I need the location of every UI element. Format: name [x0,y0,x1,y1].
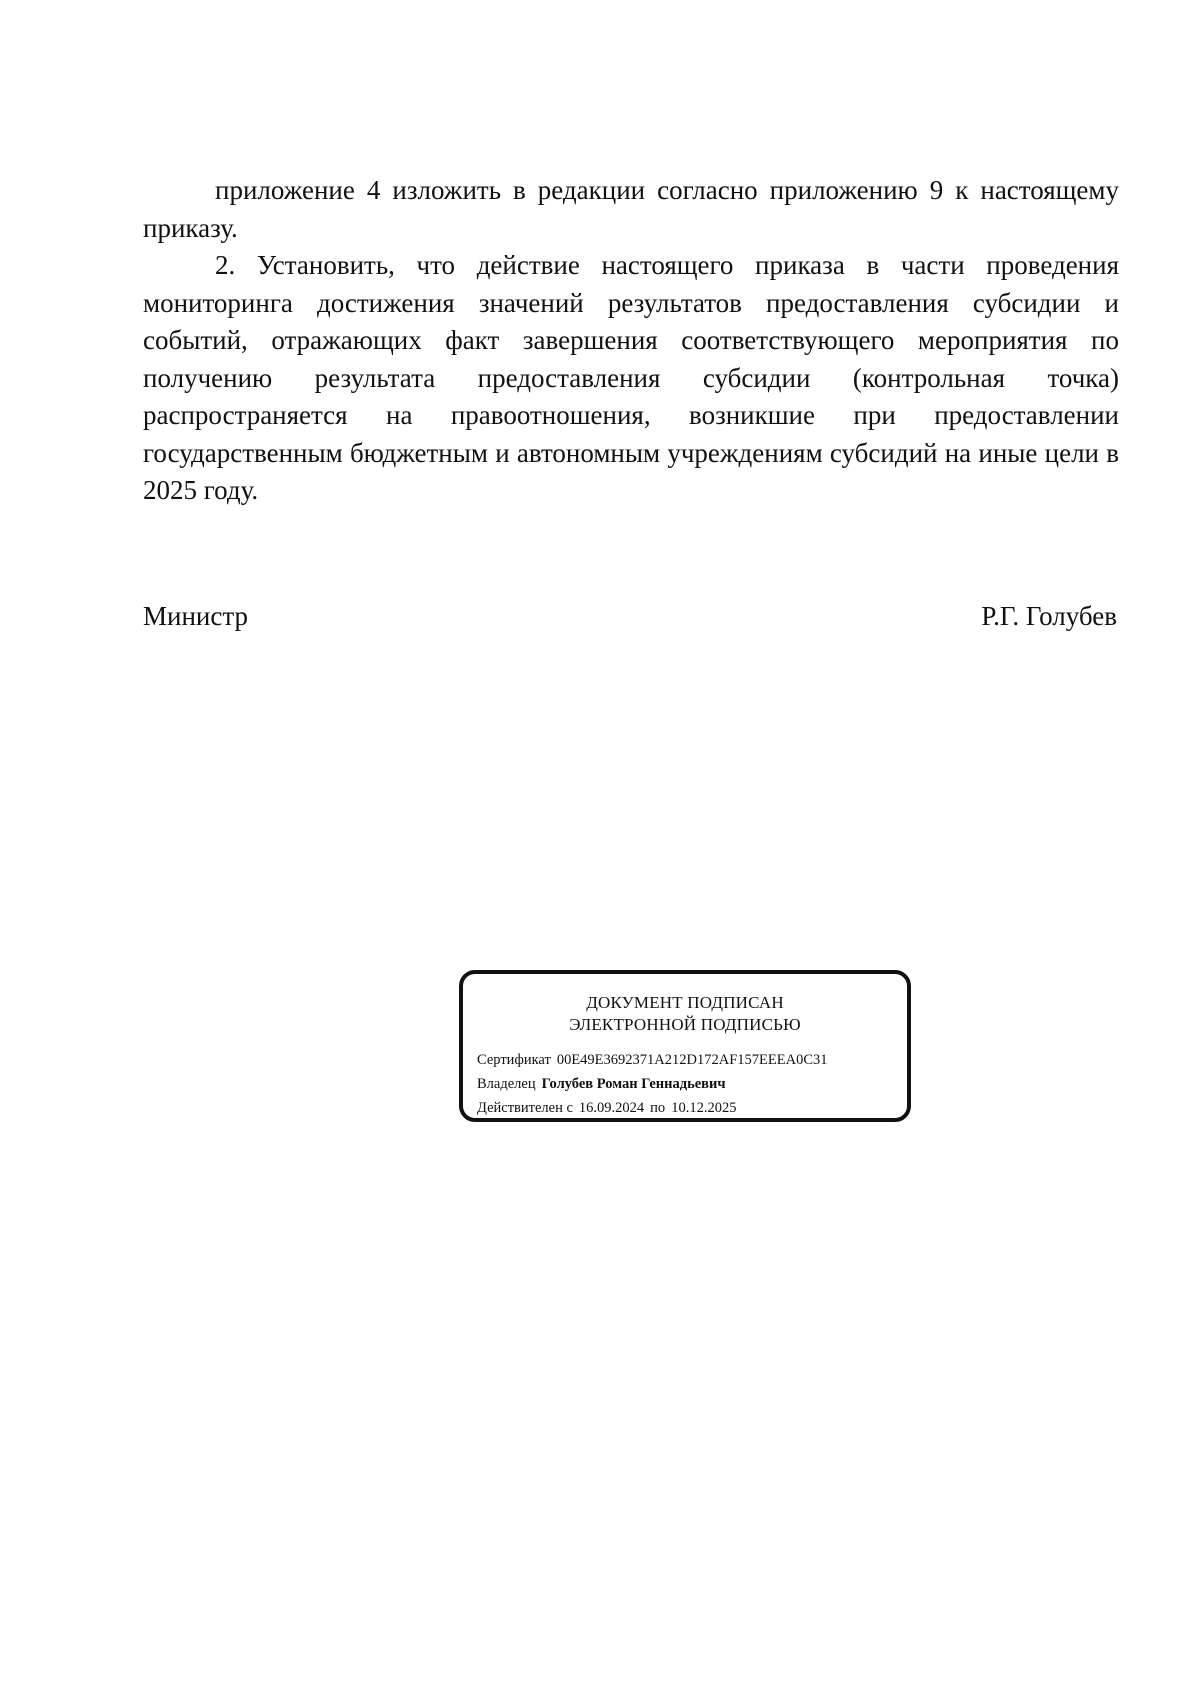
valid-to-label: по [650,1100,666,1116]
valid-to: 10.12.2025 [671,1100,737,1116]
certificate-value: 00E49E3692371A212D172AF157EEEA0C31 [556,1052,828,1068]
owner-value: Голубев Роман Геннадьевич [541,1076,726,1092]
paragraph-1: приложение 4 изложить в редакции согласно приложению 9 к настоящему приказу. [143,175,1119,243]
document-body [143,172,1119,510]
electronic-signature-stamp [459,970,911,1122]
stamp-certificate-row [477,1050,828,1070]
valid-label: Действителен с [477,1100,573,1116]
stamp-heading-line-2: ЭЛЕКТРОННОЙ ПОДПИСЬЮ [569,1015,801,1034]
signatory-title: Министр [143,601,248,631]
owner-label: Владелец [477,1076,536,1092]
stamp-heading-line-1: ДОКУМЕНТ ПОДПИСАН [586,993,784,1012]
valid-from: 16.09.2024 [578,1100,645,1116]
signatory-name: Р.Г. Голубев [981,601,1117,631]
stamp-owner-row [477,1074,726,1094]
certificate-label: Сертификат [477,1052,551,1068]
stamp-validity-row [477,1098,736,1118]
paragraph-2: 2. Установить, что действие настоящего приказа в части проведения мониторинга достижения значений результатов предоставления субсидии и событий, отражающих факт завершения соответствующего мероприятия по получению результата предоставления субсидии (контрольная точка) распространяется на правоотношения, возникшие при предоставлении государственным бюджетным и автономным учреждениям субсидий на иные цели в 2025 году. [143,250,1119,505]
